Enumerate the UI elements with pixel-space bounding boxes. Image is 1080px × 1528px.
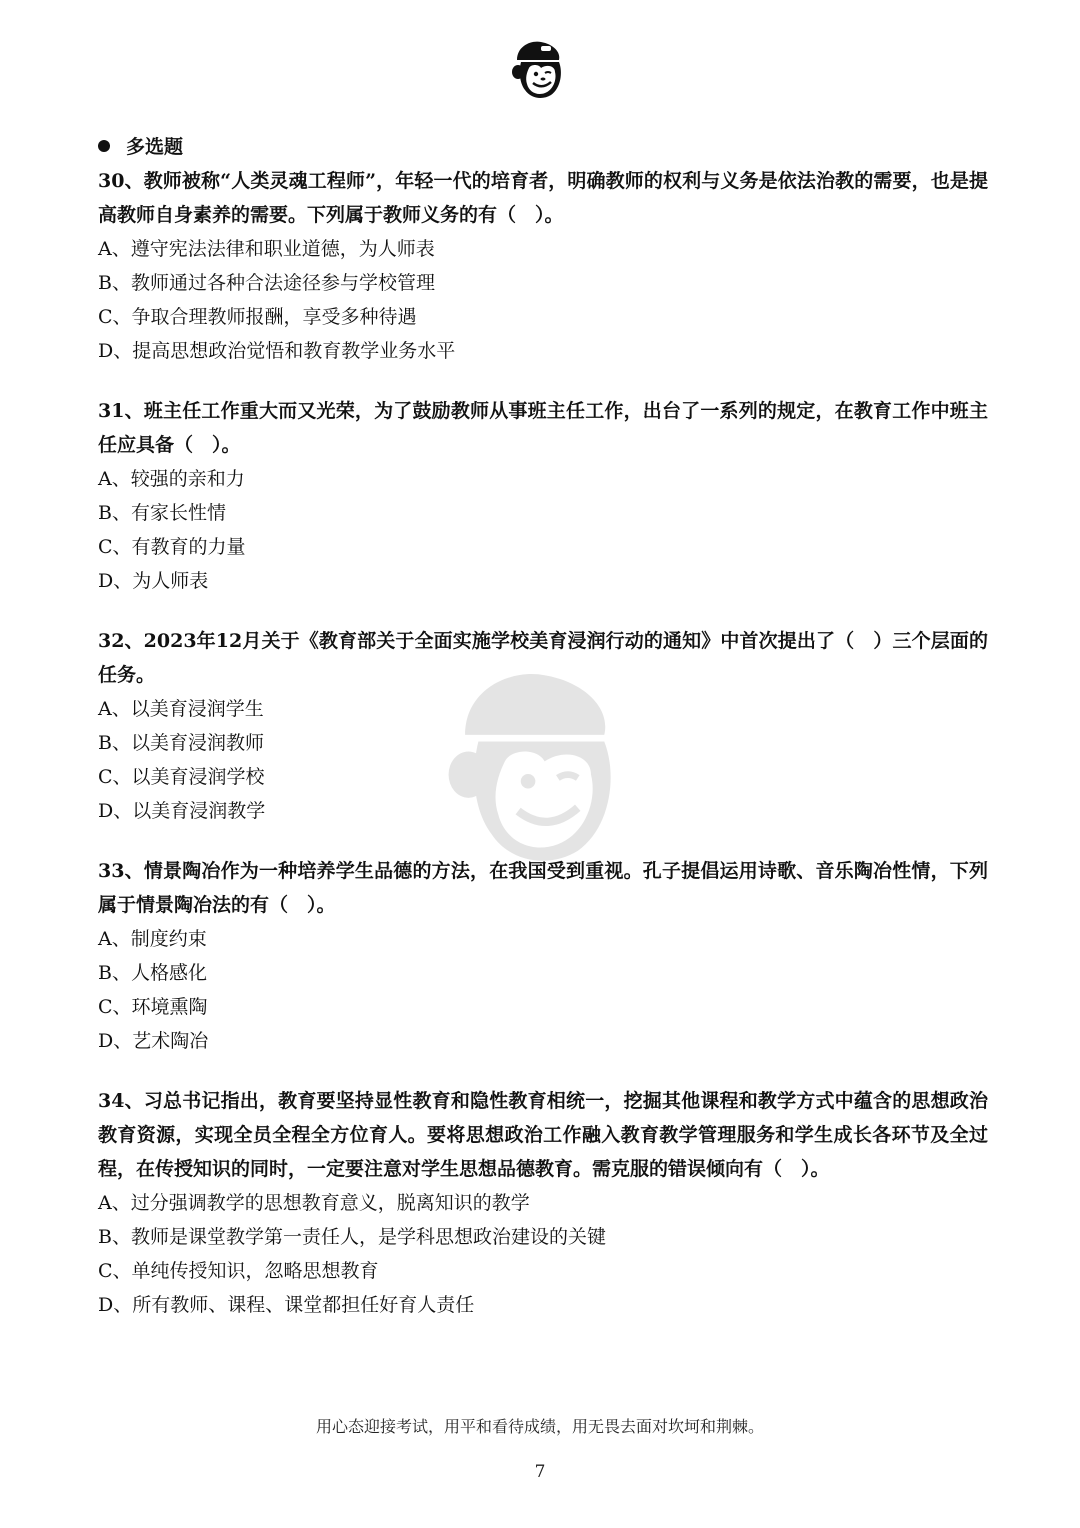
option-a: A、制度约束	[98, 928, 207, 950]
option-c: C、有教育的力量	[98, 536, 246, 558]
question-33	[98, 854, 988, 1058]
option-b: B、教师通过各种合法途径参与学校管理	[98, 272, 435, 294]
option-a: A、过分强调教学的思想教育意义，脱离知识的教学	[98, 1192, 530, 1214]
option-b: B、教师是课堂教学第一责任人，是学科思想政治建设的关键	[98, 1226, 606, 1248]
question-content	[98, 130, 988, 1348]
footer-quote: 用心态迎接考试，用平和看待成绩，用无畏去面对坎坷和荆棘。	[315, 1417, 764, 1436]
option-b: B、人格感化	[98, 962, 207, 984]
question-stem: 34、习总书记指出，教育要坚持显性教育和隐性教育相统一，挖掘其他课程和教学方式中蕴含的思想政治教育资源，实现全员全程全方位育人。要将思想政治工作融入教育教学管理服务和学生成长各环节及全过程，在传授知识的同时，一定要注意对学生思想品德教育。需克服的错误倾向有（ ）。	[98, 1090, 988, 1180]
option-a: A、以美育浸润学生	[98, 698, 264, 720]
option-b: B、以美育浸润教师	[98, 732, 264, 754]
option-d: D、以美育浸润教学	[98, 800, 266, 822]
filled-circle-icon	[98, 140, 110, 152]
section-heading	[98, 130, 988, 164]
option-d: D、为人师表	[98, 570, 209, 592]
question-stem: 30、教师被称“人类灵魂工程师”，年轻一代的培育者，明确教师的权利与义务是依法治教的需要，也是提高教师自身素养的需要。下列属于教师义务的有（ ）。	[98, 170, 988, 226]
option-d: D、艺术陶冶	[98, 1030, 209, 1052]
question-stem: 31、班主任工作重大而又光荣，为了鼓励教师从事班主任工作，出台了一系列的规定，在教育工作中班主任应具备（ ）。	[98, 400, 988, 456]
option-d: D、提高思想政治觉悟和教育教学业务水平	[98, 340, 456, 362]
option-d: D、所有教师、课程、课堂都担任好育人责任	[98, 1294, 475, 1316]
question-31	[98, 394, 988, 598]
question-32	[98, 624, 988, 828]
page-number: 7	[534, 1462, 546, 1482]
option-c: C、单纯传授知识，忽略思想教育	[98, 1260, 379, 1282]
question-stem: 32、2023年12月关于《教育部关于全面实施学校美育浸润行动的通知》中首次提出了（ ）三个层面的任务。	[98, 630, 988, 686]
option-c: C、环境熏陶	[98, 996, 208, 1018]
question-34	[98, 1084, 988, 1322]
option-a: A、较强的亲和力	[98, 468, 245, 490]
question-stem: 33、情景陶冶作为一种培养学生品德的方法，在我国受到重视。孔子提倡运用诗歌、音乐陶冶性情，下列属于情景陶冶法的有（ ）。	[98, 860, 988, 916]
option-b: B、有家长性情	[98, 502, 226, 524]
option-a: A、遵守宪法法律和职业道德，为人师表	[98, 238, 435, 260]
monkey-logo-icon	[507, 38, 571, 102]
option-c: C、争取合理教师报酬，享受多种待遇	[98, 306, 417, 328]
option-c: C、以美育浸润学校	[98, 766, 265, 788]
section-title: 多选题	[126, 136, 184, 158]
question-30	[98, 164, 988, 368]
